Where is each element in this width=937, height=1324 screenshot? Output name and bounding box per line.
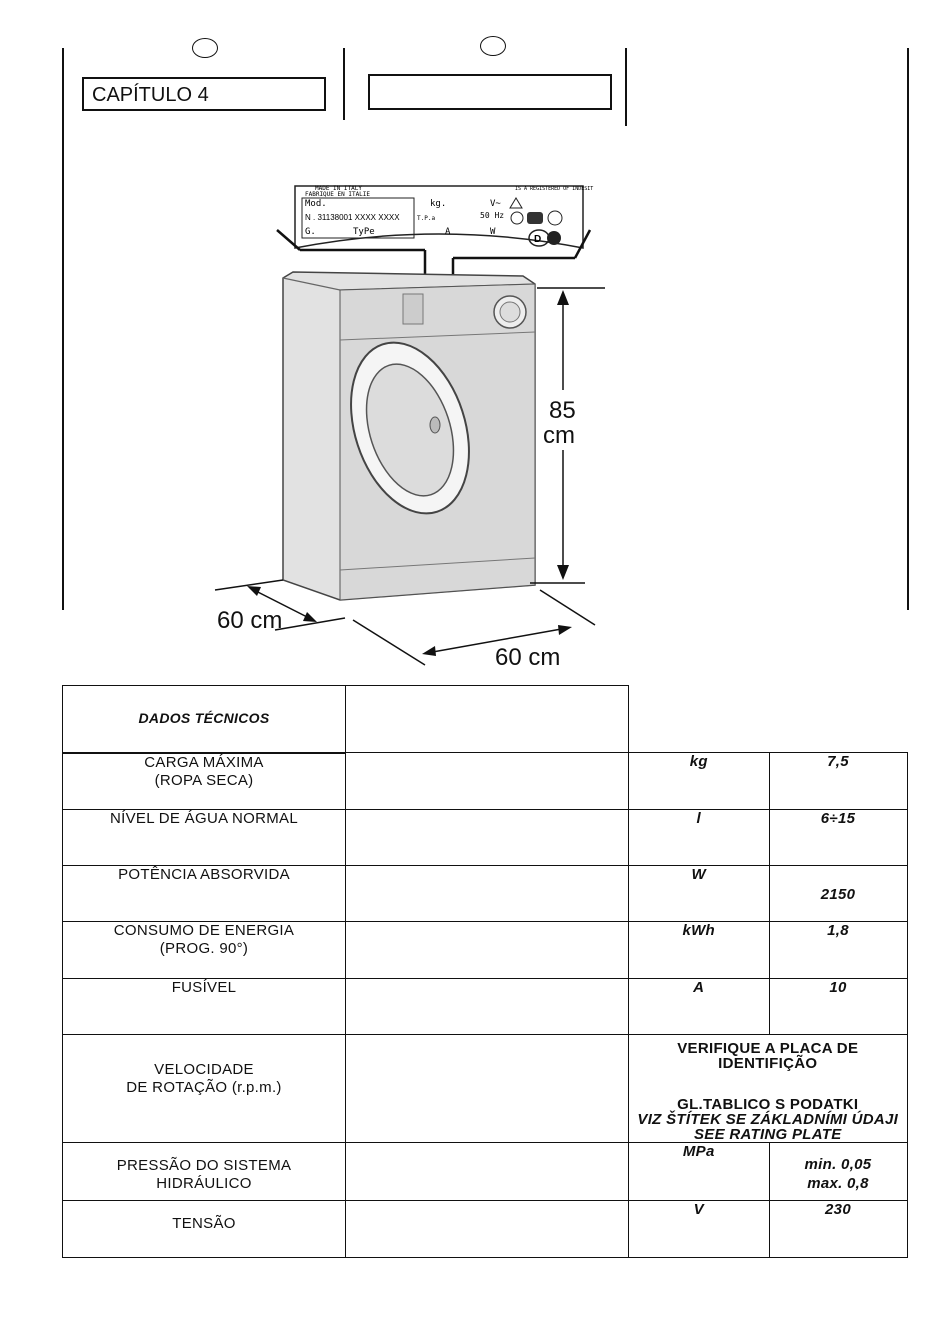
row-label: POTÊNCIA ABSORVIDA (118, 866, 290, 883)
row-label-2: HIDRÁULICO (156, 1175, 252, 1192)
plate-serial: N . 31138001 XXXX XXXX (305, 213, 400, 222)
note-line-3: VIZ ŠTÍTEK SE ZÁKLADNÍMI ÚDAJI (637, 1111, 899, 1128)
row-unit: l (629, 810, 770, 866)
row-label: VELOCIDADE (154, 1061, 254, 1078)
language-circle-1 (192, 38, 218, 58)
rating-plate (295, 185, 593, 248)
cert-mark-icon-2 (527, 212, 543, 224)
column-divider-1 (343, 48, 345, 120)
note-line-2: GL.TABLICO S PODATKI (677, 1096, 859, 1113)
table-row (63, 1143, 908, 1201)
column-divider-2 (625, 48, 627, 126)
right-margin-line (907, 48, 909, 610)
table-row (63, 753, 908, 810)
row-label-2: (PROG. 90°) (159, 940, 249, 957)
row-value: 230 (769, 1201, 907, 1258)
left-margin-line (62, 48, 64, 610)
row-value: 1,8 (769, 922, 907, 979)
height-value: 85 (549, 397, 576, 424)
row-label: FUSÍVEL (171, 979, 237, 996)
plate-type: TyPe (353, 227, 375, 237)
row-unit: MPa (629, 1143, 770, 1201)
row-value: 10 (769, 979, 907, 1035)
note-line-4: SEE RATING PLATE (693, 1126, 842, 1143)
note-line-1: VERIFIQUE A PLACA DE IDENTIFIÇÃO (677, 1040, 859, 1072)
svg-text:D: D (534, 234, 542, 245)
row-value-min: min. 0,05 (804, 1156, 872, 1173)
blank-title-box (368, 74, 612, 110)
row-value: 6÷15 (769, 810, 907, 866)
plate-registered: IS A REGISTERED OF INDESIT (515, 186, 594, 192)
plate-tpa: T.P.a (417, 215, 436, 222)
row-unit: A (629, 979, 770, 1035)
row-unit: kg (629, 753, 770, 810)
table-row (63, 1201, 908, 1258)
plate-made-in: MADE IN ITALY (315, 185, 362, 192)
table-row (63, 810, 908, 866)
plate-v: V~ (490, 199, 501, 209)
washing-machine (283, 272, 535, 600)
row-value-max: max. 0,8 (807, 1175, 869, 1192)
table-header-empty-2 (769, 686, 907, 753)
row-unit: V (629, 1201, 770, 1258)
row-label: TENSÃO (172, 1215, 236, 1232)
table-header-empty (629, 686, 770, 753)
row-value: 7,5 (769, 753, 907, 810)
row-label: CARGA MÁXIMA (144, 753, 264, 771)
plate-w: W (490, 227, 496, 237)
table-row (63, 1035, 908, 1143)
plate-hz: 50 Hz (480, 211, 505, 220)
plate-kg: kg. (430, 199, 447, 209)
table-row (63, 866, 908, 922)
cert-mark-icon-4 (547, 231, 561, 245)
plate-a: A (445, 227, 451, 237)
row-label-2: DE ROTAÇÃO (r.p.m.) (126, 1079, 282, 1096)
table-row (63, 922, 908, 979)
technical-data-table (62, 685, 908, 1258)
table-row (63, 979, 908, 1035)
chapter-title: CAPÍTULO 4 (82, 77, 326, 111)
row-unit: kWh (629, 922, 770, 979)
row-label-2: (ROPA SECA) (154, 771, 254, 789)
row-label: NÍVEL DE ÁGUA NORMAL (110, 810, 298, 827)
table-header: DADOS TÉCNICOS (138, 710, 270, 727)
rating-plate-note (629, 1035, 908, 1143)
height-unit: cm (543, 422, 575, 449)
row-label: PRESSÃO DO SISTEMA (116, 1157, 292, 1174)
width-label: 60 cm (495, 644, 561, 671)
row-unit: W (629, 866, 770, 922)
row-value: 2150 (769, 866, 907, 922)
plate-fabrique: FABRIQUE EN ITALIE (305, 191, 371, 198)
row-label: CONSUMO DE ENERGIA (113, 922, 295, 939)
table-header-cell (63, 686, 346, 753)
table-header-blank (346, 686, 629, 753)
depth-label: 60 cm (217, 607, 283, 634)
plate-mod: Mod. (305, 199, 327, 209)
plate-g: G. (305, 227, 316, 237)
language-circle-2 (480, 36, 506, 56)
